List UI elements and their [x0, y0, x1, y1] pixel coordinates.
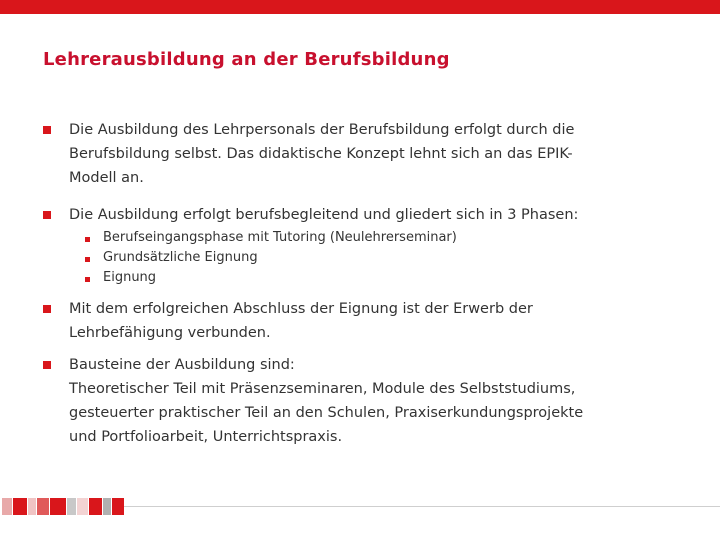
footer-color-block — [67, 498, 76, 515]
bullet-text — [69, 118, 669, 190]
sub-bullet-marker — [85, 277, 90, 282]
bullet-marker — [43, 361, 51, 369]
sub-item-text: Grundsätzliche Eignung — [103, 250, 258, 265]
bullet-text — [69, 297, 669, 345]
bullet-marker — [43, 305, 51, 313]
text-line: und Portfolioarbeit, Unterrichtspraxis. — [69, 429, 343, 445]
sub-bullet-marker — [85, 237, 90, 242]
footer-color-block — [37, 498, 49, 515]
sub-item-text: Berufseingangsphase mit Tutoring (Neulehrerseminar) — [103, 230, 457, 245]
bullet-marker — [43, 126, 51, 134]
bullet-marker — [43, 211, 51, 219]
footer-color-block — [2, 498, 12, 515]
text-line: Bausteine der Ausbildung sind: — [69, 357, 295, 373]
text-line: Modell an. — [69, 170, 144, 186]
slide-title: Lehrerausbildung an der Berufsbildung — [43, 49, 450, 70]
footer-color-block — [13, 498, 27, 515]
sub-item-text: Eignung — [103, 270, 157, 285]
footer-color-block — [50, 498, 66, 515]
text-line: gesteuerter praktischer Teil an den Schulen, Praxiserkundungsprojekte — [69, 405, 584, 421]
footer-color-block — [112, 498, 124, 515]
text-line: Lehrbefähigung verbunden. — [69, 325, 271, 341]
footer-divider — [120, 506, 720, 507]
footer-color-block — [103, 498, 111, 515]
footer-color-block — [77, 498, 88, 515]
text-line: Theoretischer Teil mit Präsenzseminaren, Module des Selbststudiums, — [69, 381, 576, 397]
bullet-text — [69, 203, 669, 227]
text-line: Die Ausbildung des Lehrpersonals der Berufsbildung erfolgt durch die — [69, 122, 575, 138]
footer-color-block — [28, 498, 36, 515]
text-line: Berufsbildung selbst. Das didaktische Konzept lehnt sich an das EPIK- — [69, 146, 573, 162]
footer-color-block — [89, 498, 102, 515]
sub-bullet-marker — [85, 257, 90, 262]
bullet-text — [69, 353, 669, 449]
text-line: Die Ausbildung erfolgt berufsbegleitend und gliedert sich in 3 Phasen: — [69, 207, 579, 223]
text-line: Mit dem erfolgreichen Abschluss der Eignung ist der Erwerb der — [69, 301, 533, 317]
